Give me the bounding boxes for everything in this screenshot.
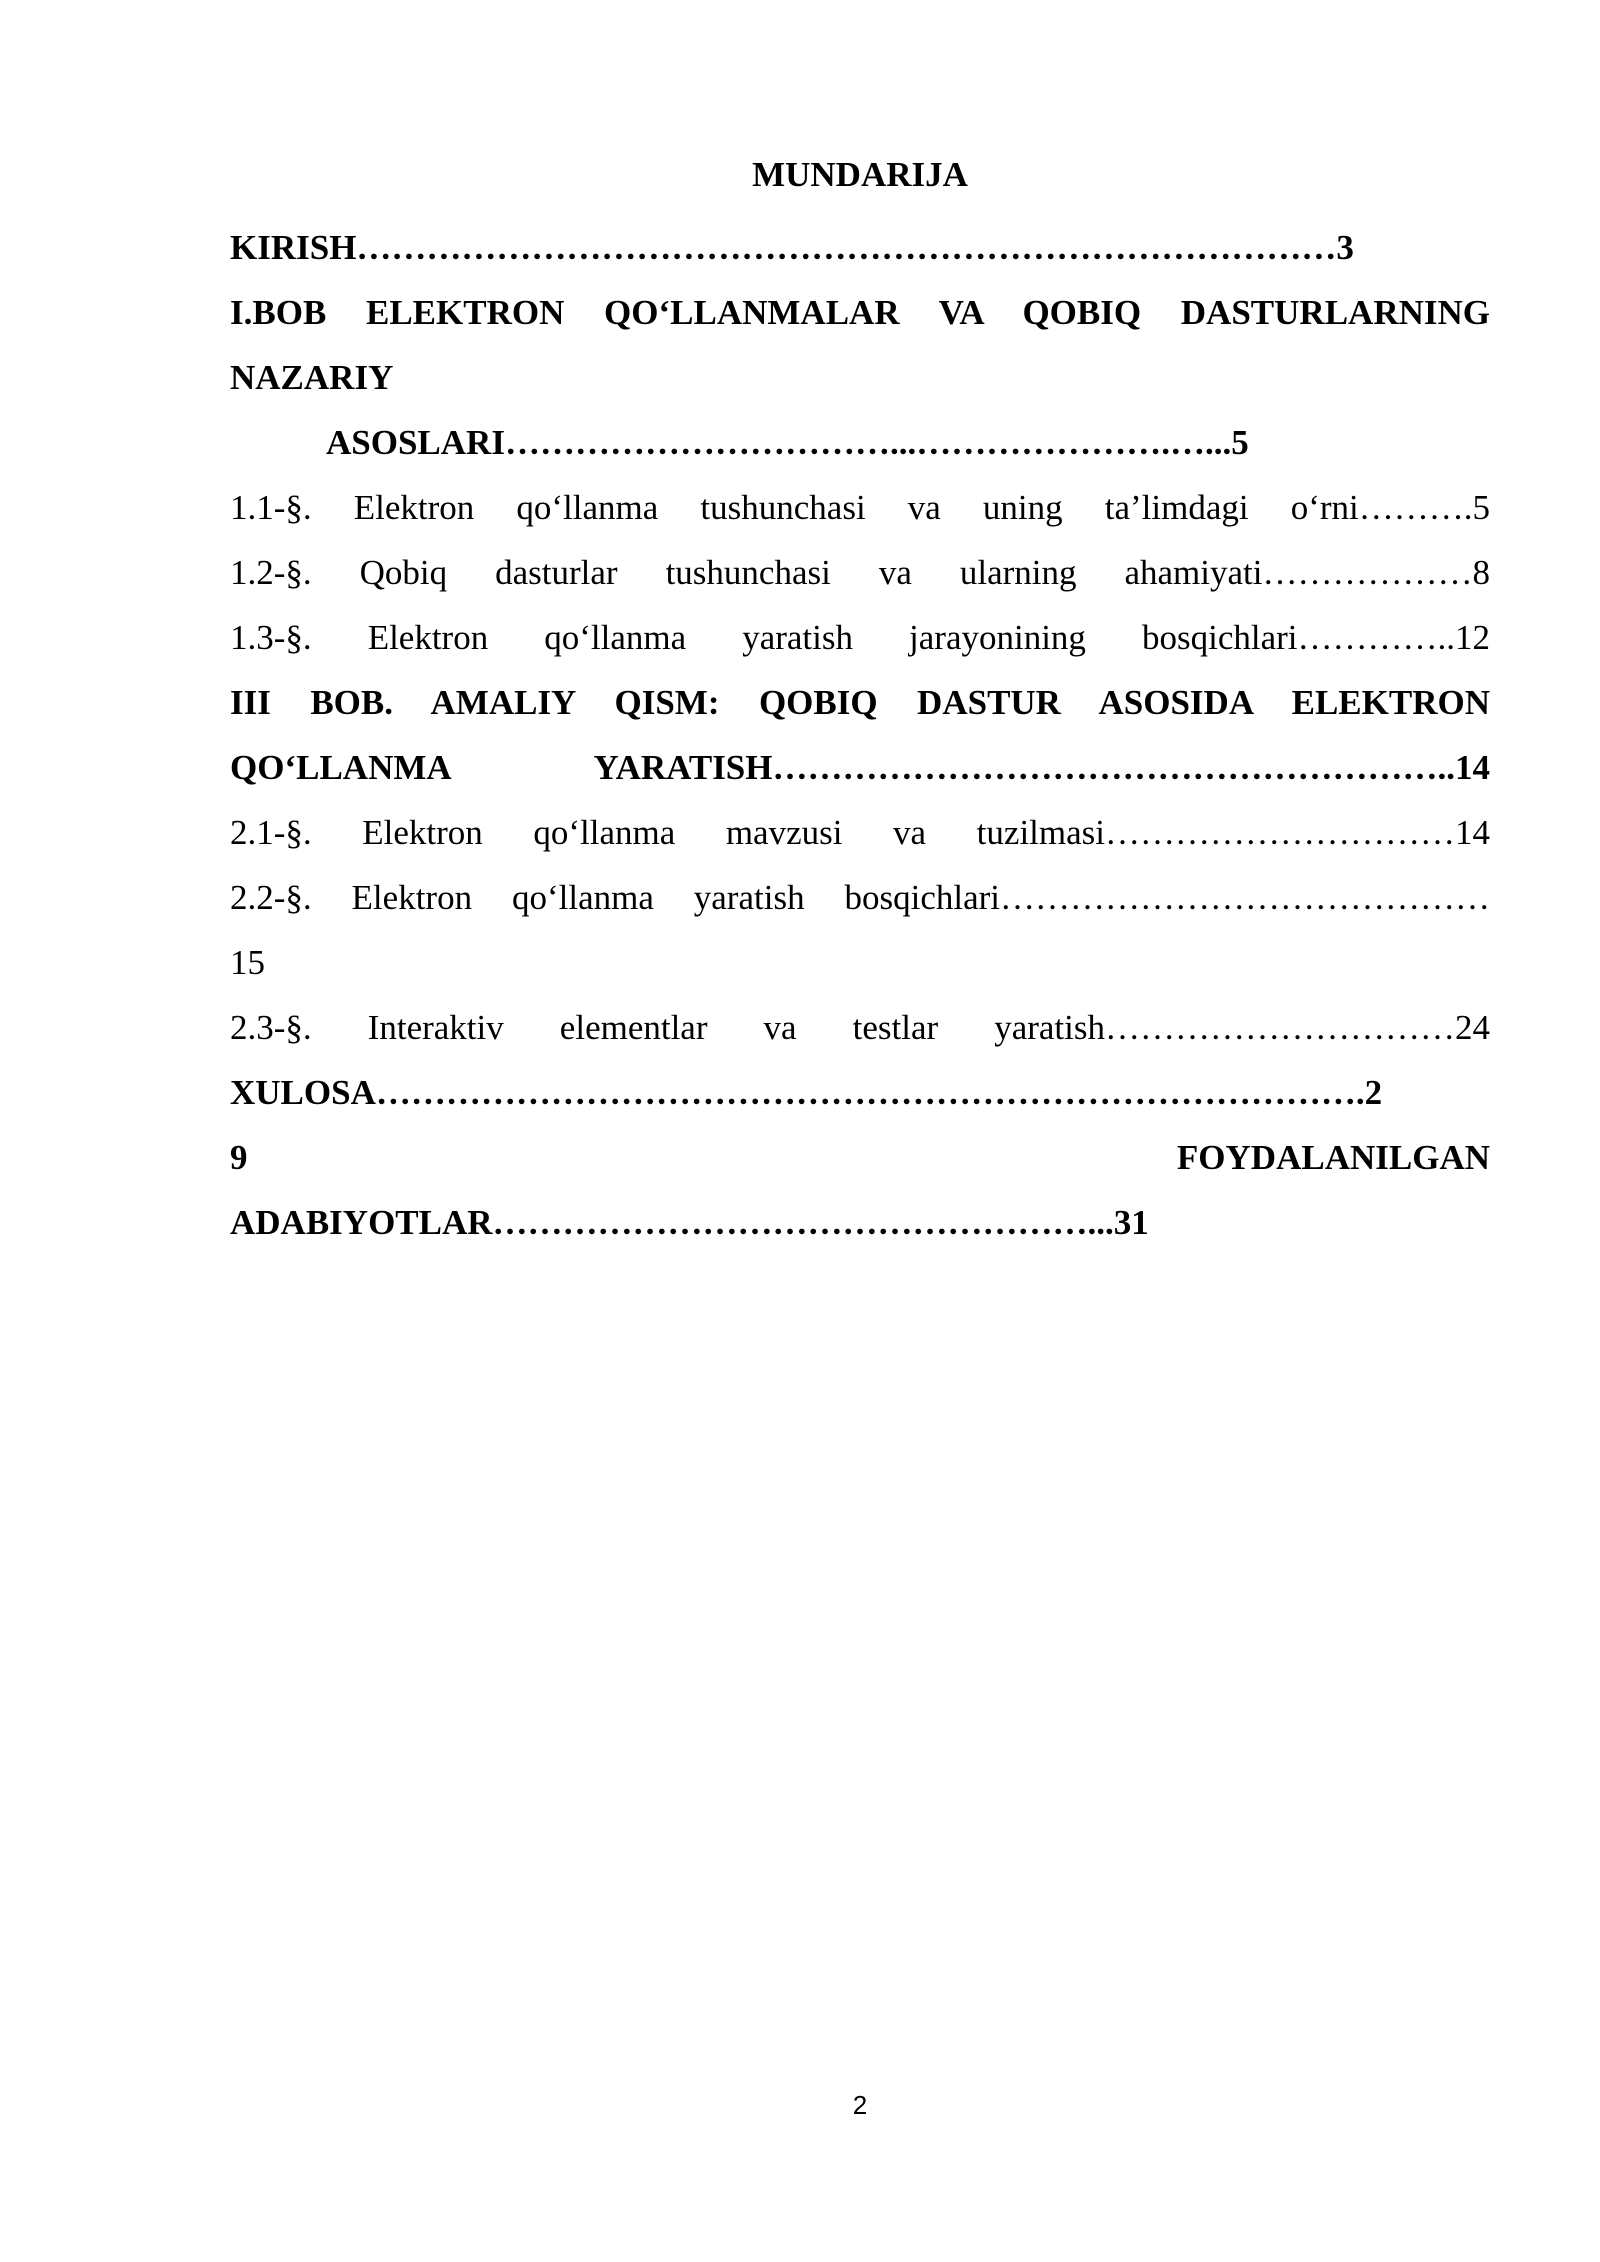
toc-entry-xulosa-cont: 9 FOYDALANILGAN (230, 1138, 1490, 1177)
toc-entry-chapter-1-asoslari: ASOSLARI……………………………...………………….…...5 (326, 423, 1249, 462)
toc-entry-1-1: 1.1-§. Elektron qo‘llanma tushunchasi va uning ta’limdagi o‘rni……….5 (230, 488, 1490, 527)
toc-entry-2-3: 2.3-§. Interaktiv elementlar va testlar yaratish…………………………24 (230, 1008, 1490, 1047)
toc-entry-chapter-3: III BOB. AMALIY QISM: QOBIQ DASTUR ASOSIDA ELEKTRON (230, 683, 1490, 722)
page-title: MUNDARIJA (752, 155, 968, 194)
toc-entry-2-2: 2.2-§. Elektron qo‘llanma yaratish bosqichlari…………………………………… (230, 878, 1490, 917)
toc-entry-chapter-1: I.BOB ELEKTRON QO‘LLANMALAR VA QOBIQ DASTURLARNING (230, 293, 1490, 332)
toc-entry-chapter-1-cont: NAZARIY (230, 358, 394, 397)
toc-entry-1-3: 1.3-§. Elektron qo‘llanma yaratish jarayonining bosqichlari…………..12 (230, 618, 1490, 657)
page-number: 2 (852, 2090, 868, 2120)
table-of-contents (230, 215, 1490, 1255)
toc-entry-1-2: 1.2-§. Qobiq dasturlar tushunchasi va ularning ahamiyati………………8 (230, 553, 1490, 592)
toc-entry-2-2-page: 15 (230, 943, 265, 982)
toc-entry-chapter-3-cont: QO‘LLANMA YARATISH…………………………………………………..14 (230, 748, 1490, 787)
toc-entry-2-1: 2.1-§. Elektron qo‘llanma mavzusi va tuzilmasi…………………………14 (230, 813, 1490, 852)
toc-entry-kirish: KIRISH…………………………………………………………………………3 (230, 228, 1354, 267)
toc-entry-xulosa: XULOSA………………………………………………………………………….2 (230, 1073, 1383, 1112)
toc-entry-adabiyotlar: ADABIYOTLAR……………………………………………...31 (230, 1203, 1149, 1242)
